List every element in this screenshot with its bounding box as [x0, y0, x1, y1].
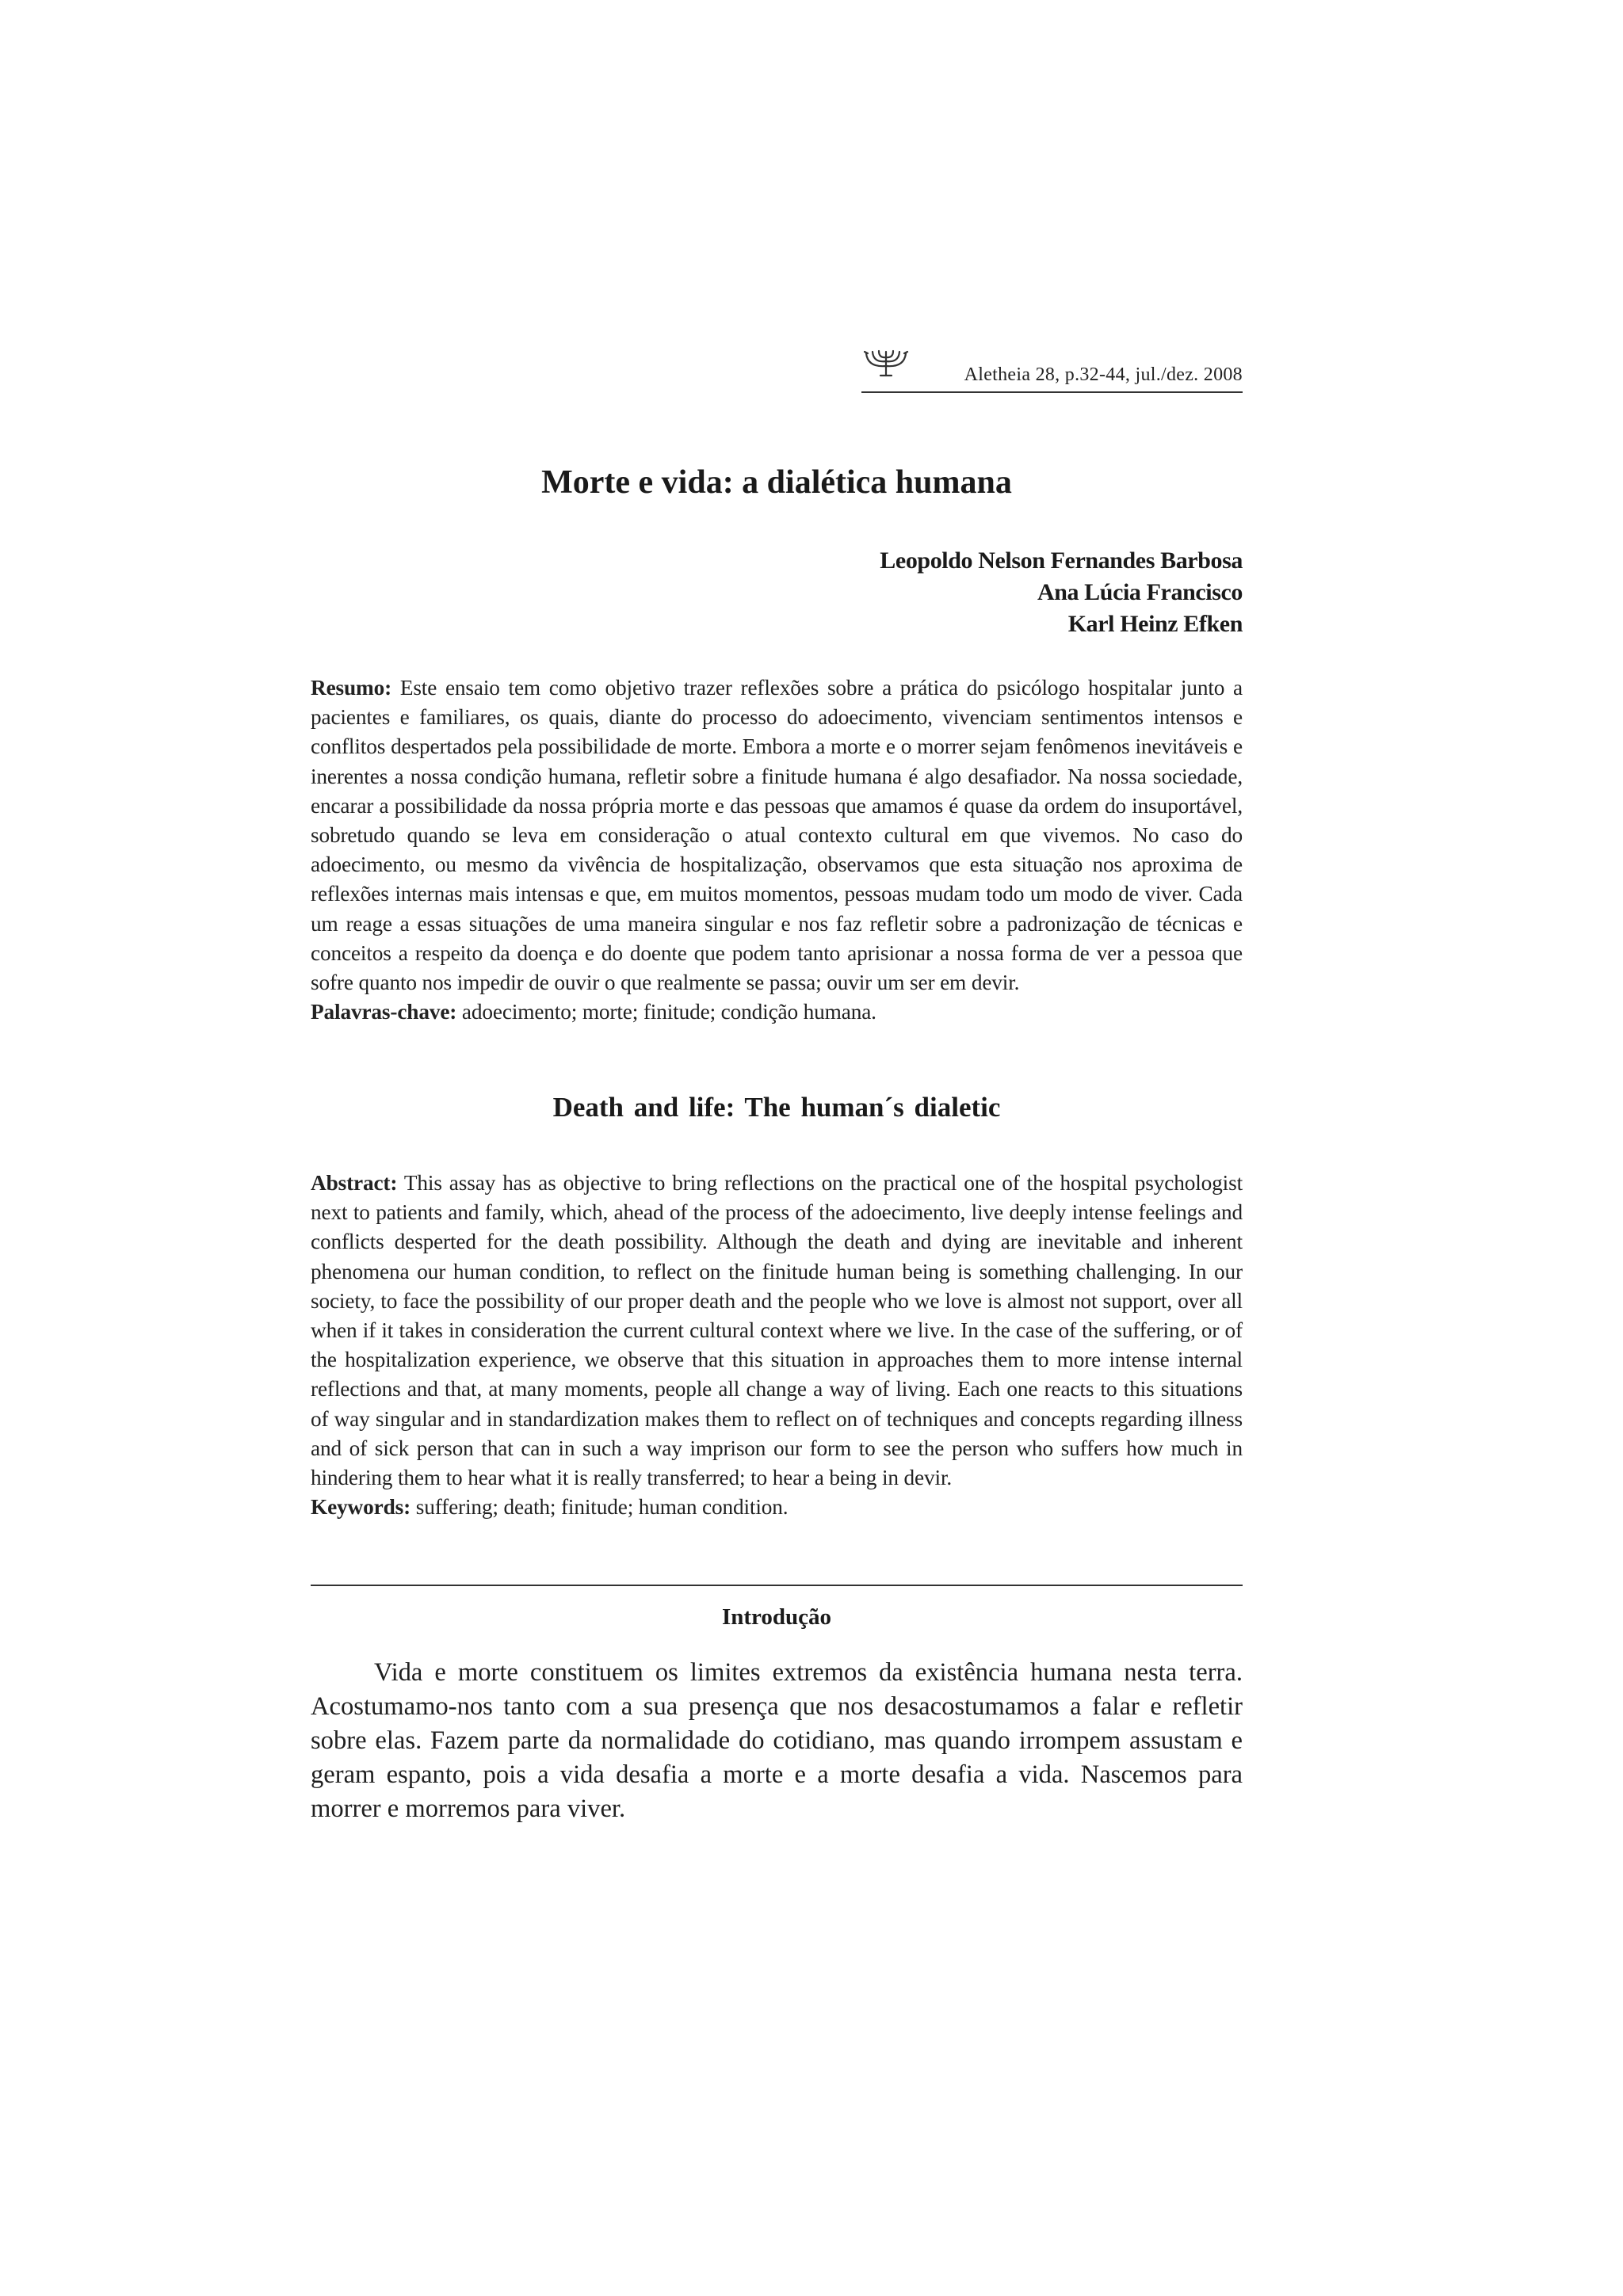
abstract-block [311, 1169, 1243, 1522]
running-header [861, 347, 1243, 393]
keywords-line [311, 1493, 1243, 1522]
author-name: Karl Heinz Efken [1067, 611, 1243, 637]
palavras-chave-label: Palavras-chave: [311, 1000, 457, 1024]
resumo-block [311, 673, 1243, 1027]
author-list [880, 545, 1243, 640]
author-name: Leopoldo Nelson Fernandes Barbosa [880, 547, 1243, 574]
introduction-paragraph: Vida e morte constituem os limites extremos da existência humana nesta terra. Acostumamo-nos tanto com a sua presença que nos desacostumamos a falar e refletir sobre elas. Fazem parte da normalidade do cotidiano, mas quando irrompem assustam e geram espanto, pois a vida desafia a morte e a morte desafia a vida. Nascemos para morrer e morremos para viver. [311, 1658, 1243, 1823]
resumo-paragraph [311, 673, 1243, 997]
author-name: Ana Lúcia Francisco [1037, 579, 1243, 605]
palavras-chave-line [311, 997, 1243, 1027]
journal-citation: Aletheia 28, p.32-44, jul./dez. 2008 [964, 364, 1243, 385]
keywords-text: suffering; death; finitude; human condition. [415, 1495, 789, 1520]
resumo-text: Este ensaio tem como objetivo trazer reflexões sobre a prática do psicólogo hospitalar junto a pacientes e familiares, os quais, diante do processo do adoecimento, vivenciam sentimentos intensos e conflitos despertados pela possibilidade de morte. Embora a morte e o morrer sejam fenômenos inevitáveis e inerentes a nossa condição humana, refletir sobre a finitude humana é algo desafiador. Na nossa sociedade, encarar a possibilidade da nossa própria morte e das pessoas que amamos é quase da ordem do insuportável, sobretudo quando se leva em consideração o atual contexto cultural em que vivemos. No caso do adoecimento, ou mesmo da vivência de hospitalização, observamos que esta situação nos aproxima de reflexões internas mais intensas e que, em muitos momentos, pessoas mudam todo um modo de viver. Cada um reage a essas situações de uma maneira singular e nos faz refletir sobre a padronização de técnicas e conceitos a respeito da doença e do doente que podem tanto aprisionar a nossa forma de ver a pessoa que sofre quanto nos impedir de ouvir o que realmente se passa; ouvir um ser em devir. [311, 676, 1243, 995]
english-title: Death and life: The human´s dialetic [552, 1092, 1001, 1123]
journal-page [311, 0, 1243, 2296]
abstract-label: Abstract: [311, 1171, 398, 1195]
section-divider [311, 1585, 1243, 1586]
keywords-label: Keywords: [311, 1495, 411, 1520]
introduction-heading: Introdução [721, 1604, 832, 1630]
resumo-label: Resumo: [311, 676, 392, 700]
article-title: Morte e vida: a dialética humana [541, 464, 1012, 501]
abstract-text: This assay has as objective to bring reflections on the practical one of the hospital psychologist next to patients and family, which, ahead of the process of the adoecimento, live deeply intense feelings and conflicts desperted for the death possibility. Although the death and dying are inevitable and inherent phenomena our human condition, to reflect on the finitude human being is something challenging. In our society, to face the possibility of our proper death and the people who we love is almost not support, over all when if it takes in consideration the current cultural context where we live. In the case of the suffering, or of the hospitalization experience, we observe that this situation in approaches them to more intense internal reflections and that, at many moments, people all change a way of living. Each one reacts to this situations of way singular and in standardization makes them to reflect on of techniques and concepts regarding illness and of sick person that can in such a way imprison our form to see the person who suffers how much in hindering them to hear what it is really transferred; to hear a being in devir. [311, 1171, 1243, 1490]
palavras-chave-text: adoecimento; morte; finitude; condição humana. [461, 1000, 876, 1024]
psi-logo-icon [861, 347, 911, 379]
abstract-paragraph [311, 1169, 1243, 1493]
